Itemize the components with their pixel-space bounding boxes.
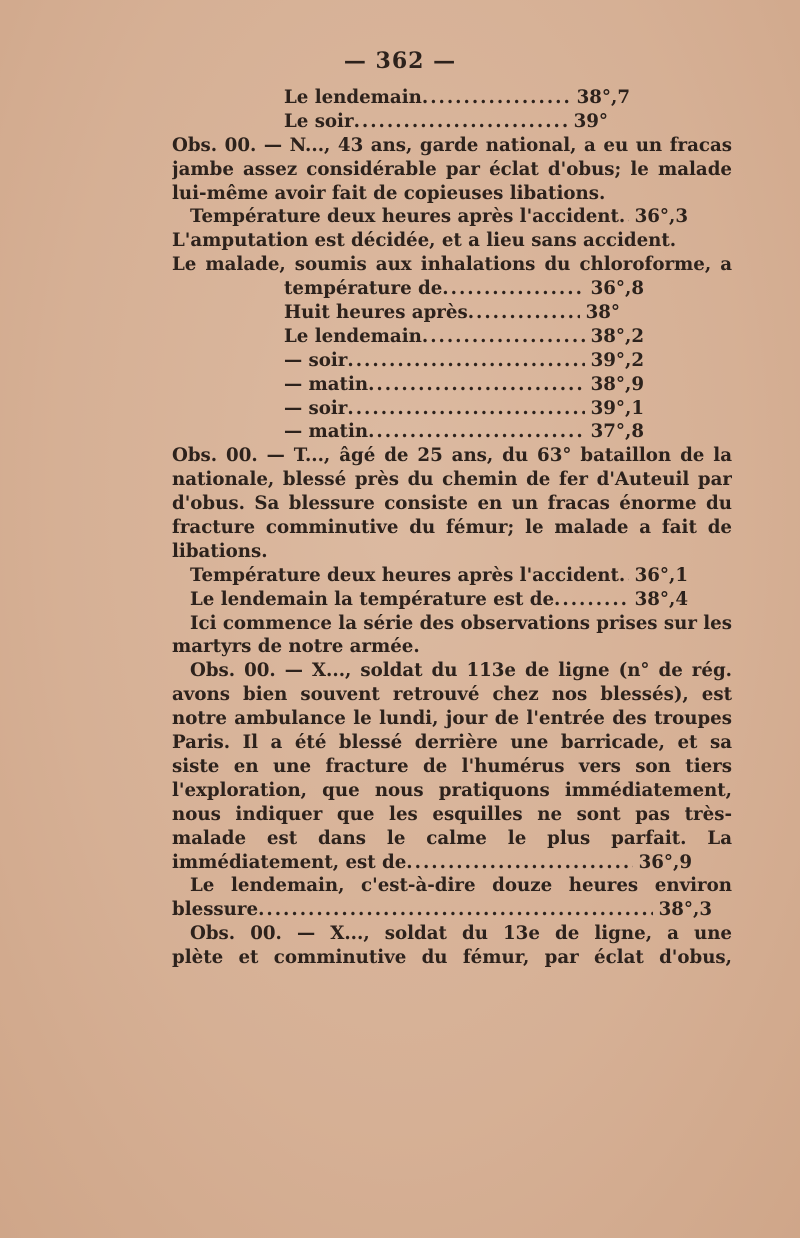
text-line: jambe assez considérable par éclat d'obus; le malade — [172, 158, 732, 180]
leader-dots — [422, 325, 585, 349]
leader-dots — [619, 564, 629, 588]
text-line: L'amputation est décidée, et a lieu sans accident. — [172, 230, 677, 252]
reading-value: 37°,8 — [590, 421, 644, 443]
leader-dots — [468, 301, 580, 325]
reading-value: 39°,2 — [590, 349, 644, 371]
reading-row — [284, 86, 630, 110]
leader-dots — [258, 898, 653, 922]
reading-label: — soir — [284, 397, 348, 419]
reading-label: — matin — [284, 373, 369, 395]
text-line: lui-même avoir fait de copieuses libations. — [172, 182, 606, 204]
reading-row — [284, 277, 644, 301]
reading-label: Température deux heures après l'accident — [190, 206, 619, 228]
text-line: Ici commence la série des observations prises sur les — [190, 612, 732, 634]
reading-value: 38° — [585, 302, 620, 324]
reading-value: 38°,2 — [590, 325, 644, 347]
text-line: nous indiquer que les esquilles ne sont pas très- — [172, 803, 732, 825]
reading-value: 36°,8 — [590, 278, 644, 300]
reading-value: 38°,4 — [634, 588, 688, 610]
text-line: plète et comminutive du fémur, par éclat d'obus, — [172, 947, 732, 969]
text-line: Le malade, soumis aux inhalations du chloroforme, a — [172, 254, 732, 276]
reading-label: blessure — [172, 899, 259, 921]
text-line: malade est dans le calme le plus parfait. La — [172, 827, 732, 849]
leader-dots — [442, 277, 584, 301]
reading-value: 39° — [573, 110, 608, 132]
leader-dots — [347, 349, 584, 373]
reading-row — [284, 349, 644, 373]
reading-label: Température deux heures après l'accident — [190, 564, 619, 586]
leader-dots — [354, 110, 568, 134]
text-line: Obs. 00. — X..., soldat du 13e de ligne, a une — [190, 923, 732, 945]
reading-label: température de — [284, 278, 443, 300]
reading-row — [190, 564, 688, 588]
leader-dots — [368, 373, 585, 397]
reading-row — [172, 851, 692, 875]
text-line: notre ambulance le lundi, jour de l'entrée des troupes — [172, 708, 732, 730]
reading-label: Le lendemain — [284, 87, 422, 108]
reading-row — [284, 420, 644, 444]
leader-dots — [368, 420, 585, 444]
reading-label: Le lendemain la température est de — [190, 588, 555, 610]
page-number: — 362 — — [343, 48, 457, 74]
text-line: Obs. 00. — X..., soldat du 113e de ligne (n° de rég. — [190, 660, 732, 682]
page-text — [172, 86, 732, 970]
leader-dots — [619, 205, 629, 229]
text-line: avons bien souvent retrouvé chez nos blessés), est — [172, 684, 732, 706]
reading-label: immédiatement, est de — [172, 851, 407, 873]
reading-row — [284, 301, 620, 325]
reading-row — [190, 588, 688, 612]
reading-label: — soir — [284, 349, 348, 371]
text-line: Obs. 00. — N..., 43 ans, garde national, a eu un fracas — [172, 134, 732, 156]
text-line: d'obus. Sa blessure consiste en un fracas énorme du — [172, 493, 732, 515]
text-line: Le lendemain, c'est-à-dire douze heures environ — [190, 875, 732, 897]
text-line: nationale, blessé près du chemin de fer d'Auteuil par — [172, 469, 732, 491]
reading-value: 36°,1 — [634, 564, 688, 586]
text-line: siste en une fracture de l'humérus vers son tiers — [172, 755, 732, 777]
reading-label: Le lendemain — [284, 325, 422, 347]
reading-row — [284, 110, 608, 134]
text-line: Obs. 00. — T..., âgé de 25 ans, du 63° bataillon de la — [172, 445, 732, 467]
reading-label: Le soir — [284, 110, 354, 132]
reading-row — [284, 397, 644, 421]
reading-row — [284, 373, 644, 397]
text-line: fracture comminutive du fémur; le malade a fait de — [172, 517, 732, 539]
text-line: Paris. Il a été blessé derrière une barricade, et sa — [172, 732, 732, 754]
leader-dots — [422, 86, 571, 110]
leader-dots — [406, 851, 632, 875]
reading-value: 38°,9 — [590, 373, 644, 395]
reading-row — [172, 898, 712, 922]
text-line: l'exploration, que nous pratiquons immédiatement, — [172, 779, 732, 801]
reading-value: 38°,3 — [658, 899, 712, 921]
reading-value: 36°,9 — [638, 851, 692, 873]
reading-value: 39°,1 — [590, 397, 644, 419]
reading-value: 38°,7 — [576, 87, 630, 108]
reading-value: 36°,3 — [634, 206, 688, 228]
reading-row — [190, 205, 688, 229]
leader-dots — [554, 588, 629, 612]
leader-dots — [347, 397, 584, 421]
text-line: martyrs de notre armée. — [172, 636, 420, 658]
text-line: libations. — [172, 540, 268, 562]
reading-row — [284, 325, 644, 349]
reading-label: Huit heures après — [284, 302, 468, 324]
reading-label: — matin — [284, 421, 369, 443]
